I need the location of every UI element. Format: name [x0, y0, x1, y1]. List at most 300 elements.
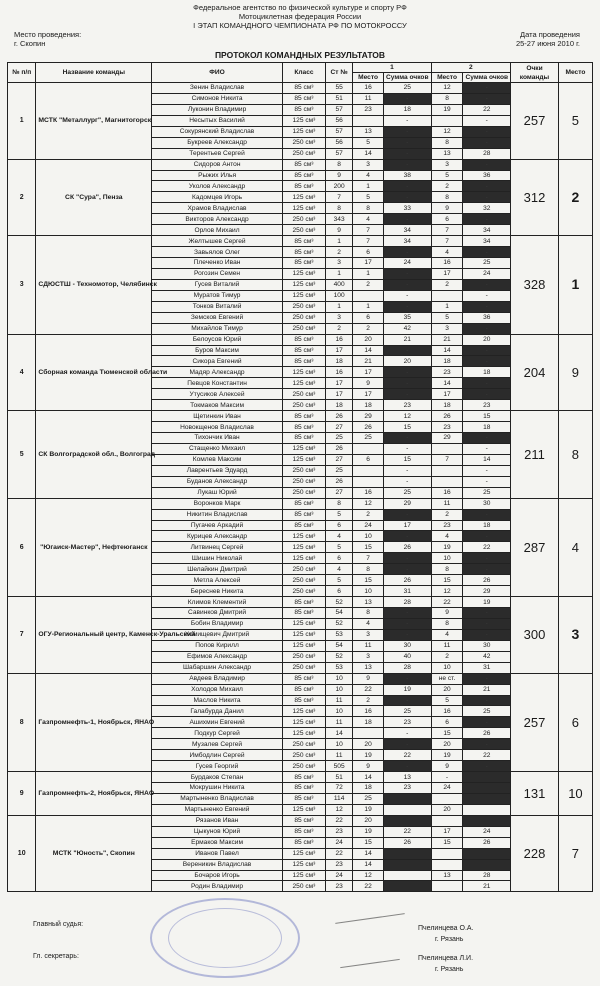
table-row: [8, 411, 593, 422]
race1-sum: 35: [383, 312, 431, 323]
rider-start-number: 25: [326, 433, 353, 444]
race2-sum: -: [463, 761, 511, 772]
rider-class: 85 см³: [282, 93, 325, 104]
rider-start-number: 23: [326, 826, 353, 837]
race1-sum: 24: [383, 258, 431, 269]
col-num: № п/п: [8, 63, 36, 83]
race1-place: 14: [353, 859, 384, 870]
race2-place: 8: [431, 564, 463, 575]
header-event: I ЭТАП КОМАНДНОГО ЧЕМПИОНАТА РФ ПО МОТОКРОССУ: [193, 21, 407, 30]
race1-place: 9: [353, 378, 384, 389]
race2-place: [431, 881, 463, 892]
table-body: [8, 83, 593, 892]
race1-sum: 23: [383, 400, 431, 411]
race2-place: 19: [431, 104, 463, 115]
team-number: 9: [8, 772, 36, 816]
race1-place: 12: [353, 870, 384, 881]
race1-sum: 23: [383, 717, 431, 728]
judge-city: г. Рязань: [435, 936, 464, 943]
table-row: [8, 83, 593, 94]
rider-name: Тихончик Иван: [152, 433, 283, 444]
rider-class: 85 см³: [282, 608, 325, 619]
rider-name: Буданов Александр: [152, 476, 283, 487]
race1-sum: -: [383, 728, 431, 739]
rider-name: Муратов Тимур: [152, 290, 283, 301]
rider-start-number: 1: [326, 236, 353, 247]
race2-sum: -: [463, 389, 511, 400]
team-name: МСТК "Юность", Скопин: [36, 815, 152, 892]
race1-place: 9: [353, 673, 384, 684]
rider-name: Токмаков Максим: [152, 400, 283, 411]
race2-sum: 42: [463, 651, 511, 662]
rider-name: Букреев Александр: [152, 137, 283, 148]
race1-sum: 28: [383, 597, 431, 608]
rider-start-number: 2: [326, 247, 353, 258]
rider-class: 85 см³: [282, 104, 325, 115]
date-value: 25-27 июня 2010 г.: [515, 39, 580, 48]
judge-signature: [335, 913, 404, 924]
rider-class: 250 см³: [282, 761, 325, 772]
rider-start-number: 11: [326, 750, 353, 761]
rider-name: Подкур Сергей: [152, 728, 283, 739]
rider-name: Тонков Виталий: [152, 301, 283, 312]
race1-sum: 12: [383, 411, 431, 422]
race2-sum: -: [463, 247, 511, 258]
rider-start-number: 23: [326, 859, 353, 870]
rider-name: Зенин Владислав: [152, 83, 283, 94]
race1-place: 9: [353, 761, 384, 772]
official-stamp-inner: [168, 908, 282, 968]
rider-name: Лукаш Юрий: [152, 487, 283, 498]
rider-start-number: 26: [326, 476, 353, 487]
race1-place: 19: [353, 826, 384, 837]
race2-sum: 19: [463, 597, 511, 608]
race1-place: 20: [353, 815, 384, 826]
rider-start-number: 3: [326, 312, 353, 323]
race1-sum: -: [383, 509, 431, 520]
race1-sum: -: [383, 761, 431, 772]
rider-class: 85 см³: [282, 826, 325, 837]
rider-class: 250 см³: [282, 137, 325, 148]
race2-sum: -: [463, 214, 511, 225]
rider-name: Имбодлин Сергей: [152, 750, 283, 761]
race1-place: 18: [353, 783, 384, 794]
race1-sum: 31: [383, 586, 431, 597]
race1-place: 8: [353, 203, 384, 214]
rider-name: Симонов Никита: [152, 93, 283, 104]
rider-start-number: 17: [326, 378, 353, 389]
race1-place: 26: [353, 422, 384, 433]
rider-start-number: 17: [326, 345, 353, 356]
rider-name: Плеченко Иван: [152, 258, 283, 269]
race2-place: [431, 848, 463, 859]
race1-sum: -: [383, 476, 431, 487]
race1-place: 10: [353, 531, 384, 542]
race2-place: 5: [431, 312, 463, 323]
race2-sum: -: [463, 137, 511, 148]
rider-start-number: 9: [326, 170, 353, 181]
race1-sum: 34: [383, 225, 431, 236]
race1-place: 3: [353, 629, 384, 640]
rider-class: 250 см³: [282, 214, 325, 225]
race2-sum: 15: [463, 411, 511, 422]
team-number: 7: [8, 597, 36, 674]
team-place: 8: [558, 411, 592, 499]
rider-start-number: 10: [326, 673, 353, 684]
rider-start-number: 1: [326, 301, 353, 312]
race2-place: [431, 815, 463, 826]
col-fio: ФИО: [152, 63, 283, 83]
race1-place: 8: [353, 608, 384, 619]
rider-class: 85 см³: [282, 236, 325, 247]
race2-sum: 30: [463, 498, 511, 509]
table-row: [8, 815, 593, 826]
rider-class: 85 см³: [282, 422, 325, 433]
rider-class: 250 см³: [282, 575, 325, 586]
race1-place: 21: [353, 356, 384, 367]
rider-start-number: 505: [326, 761, 353, 772]
race1-sum: 17: [383, 520, 431, 531]
rider-start-number: 25: [326, 465, 353, 476]
race2-place: 18: [431, 356, 463, 367]
race1-sum: 13: [383, 772, 431, 783]
race2-place: 13: [431, 870, 463, 881]
team-number: 1: [8, 83, 36, 160]
rider-start-number: 10: [326, 706, 353, 717]
rider-class: 250 см³: [282, 312, 325, 323]
race2-place: 9: [431, 203, 463, 214]
rider-class: 250 см³: [282, 651, 325, 662]
rider-class: 85 см³: [282, 695, 325, 706]
race1-sum: -: [383, 345, 431, 356]
venue-label: Место проведения:: [14, 30, 82, 39]
rider-class: 85 см³: [282, 159, 325, 170]
rider-class: 125 см³: [282, 203, 325, 214]
table-row: [8, 334, 593, 345]
rider-name: Шишин Николай: [152, 553, 283, 564]
race2-place: [431, 290, 463, 301]
rider-start-number: 26: [326, 411, 353, 422]
team-name: ОГУ-Региональный центр, Каменск-Уральский: [36, 597, 152, 674]
race2-place: 20: [431, 804, 463, 815]
rider-name: Береснев Никита: [152, 586, 283, 597]
race1-sum: 15: [383, 422, 431, 433]
race1-place: 1: [353, 301, 384, 312]
race1-place: 5: [353, 137, 384, 148]
race2-sum: 24: [463, 826, 511, 837]
race2-sum: 14: [463, 454, 511, 465]
race1-place: 24: [353, 520, 384, 531]
race2-place: 17: [431, 826, 463, 837]
race1-sum: 28: [383, 662, 431, 673]
race2-place: 7: [431, 454, 463, 465]
rider-class: 125 см³: [282, 553, 325, 564]
race2-sum: -: [463, 301, 511, 312]
race2-sum: 24: [463, 268, 511, 279]
race1-sum: [383, 815, 431, 826]
race2-place: 23: [431, 422, 463, 433]
race1-place: 12: [353, 498, 384, 509]
venue-block: [14, 30, 81, 48]
race2-place: 8: [431, 618, 463, 629]
secretary-name: Пчелинцева Л.И.: [418, 955, 474, 962]
rider-class: 85 см³: [282, 815, 325, 826]
rider-name: Иванов Павел: [152, 848, 283, 859]
rider-start-number: 8: [326, 159, 353, 170]
race1-sum: -: [383, 93, 431, 104]
team-points: 312: [511, 159, 559, 236]
race1-place: 1: [353, 268, 384, 279]
race2-sum: -: [463, 83, 511, 94]
rider-start-number: 7: [326, 192, 353, 203]
race1-sum: -: [383, 192, 431, 203]
race2-sum: -: [463, 717, 511, 728]
race1-sum: -: [383, 443, 431, 454]
race2-sum: 29: [463, 586, 511, 597]
race1-sum: 22: [383, 826, 431, 837]
rider-name: Бочаров Игорь: [152, 870, 283, 881]
race1-sum: 25: [383, 83, 431, 94]
race1-sum: -: [383, 564, 431, 575]
race2-sum: -: [463, 695, 511, 706]
team-place: 6: [558, 673, 592, 771]
race2-sum: -: [463, 739, 511, 750]
race1-place: 18: [353, 717, 384, 728]
race1-place: 2: [353, 509, 384, 520]
rider-start-number: 1: [326, 268, 353, 279]
col-race1-place: Место: [353, 73, 384, 83]
race2-sum: -: [463, 531, 511, 542]
race2-sum: 36: [463, 312, 511, 323]
race1-sum: 29: [383, 498, 431, 509]
race1-sum: 33: [383, 203, 431, 214]
race1-place: 20: [353, 334, 384, 345]
rider-class: 85 см³: [282, 356, 325, 367]
race2-sum: 36: [463, 170, 511, 181]
race2-sum: -: [463, 433, 511, 444]
race1-sum: 19: [383, 684, 431, 695]
race1-sum: 25: [383, 706, 431, 717]
race2-place: 4: [431, 531, 463, 542]
rider-class: 250 см³: [282, 750, 325, 761]
rider-class: 250 см³: [282, 662, 325, 673]
table-row: [8, 673, 593, 684]
race2-sum: -: [463, 126, 511, 137]
race1-place: 2: [353, 695, 384, 706]
race2-sum: [463, 804, 511, 815]
race1-sum: -: [383, 214, 431, 225]
rider-name: Земсков Евгений: [152, 312, 283, 323]
race1-place: 25: [353, 793, 384, 804]
rider-name: Буров Максим: [152, 345, 283, 356]
rider-class: 85 см³: [282, 170, 325, 181]
race2-sum: -: [463, 159, 511, 170]
team-name: СК Волгоградской обл., Волгоград: [36, 411, 152, 499]
rider-name: Маслов Никита: [152, 695, 283, 706]
rider-name: Сикора Евгений: [152, 356, 283, 367]
team-number: 10: [8, 815, 36, 892]
race1-place: 19: [353, 804, 384, 815]
rider-start-number: 8: [326, 203, 353, 214]
judge-label: Главный судья:: [33, 921, 84, 928]
race1-place: 18: [353, 400, 384, 411]
race2-place: 10: [431, 553, 463, 564]
race2-place: 7: [431, 225, 463, 236]
table-row: [8, 772, 593, 783]
race1-place: 4: [353, 618, 384, 629]
race2-sum: -: [463, 629, 511, 640]
rider-name: Завьялов Олег: [152, 247, 283, 258]
rider-start-number: 51: [326, 93, 353, 104]
team-points: 257: [511, 673, 559, 771]
header-agency: Федеральное агентство по физической культуре и спорту РФ: [193, 3, 407, 12]
race2-sum: -: [463, 115, 511, 126]
race2-sum: -: [463, 93, 511, 104]
rider-name: Храмов Владислав: [152, 203, 283, 214]
col-team: Название команды: [36, 63, 152, 83]
race2-place: 18: [431, 400, 463, 411]
race1-place: 15: [353, 575, 384, 586]
team-points: 131: [511, 772, 559, 816]
rider-start-number: 5: [326, 575, 353, 586]
race2-sum: -: [463, 443, 511, 454]
race1-sum: 15: [383, 454, 431, 465]
race1-place: [353, 443, 384, 454]
rider-start-number: 51: [326, 772, 353, 783]
race1-place: 19: [353, 750, 384, 761]
rider-start-number: 2: [326, 323, 353, 334]
rider-class: 125 см³: [282, 192, 325, 203]
race1-place: 5: [353, 192, 384, 203]
rider-class: 125 см³: [282, 443, 325, 454]
race2-place: 2: [431, 651, 463, 662]
rider-name: Кадомцев Игорь: [152, 192, 283, 203]
race1-place: 11: [353, 640, 384, 651]
rider-start-number: 10: [326, 739, 353, 750]
race2-place: 8: [431, 192, 463, 203]
team-name: СДЮСТШ - Техномотор, Челябинск: [36, 236, 152, 334]
rider-name: Вереникин Владислав: [152, 859, 283, 870]
race2-place: 8: [431, 93, 463, 104]
date-block: [516, 30, 580, 48]
race1-sum: -: [383, 367, 431, 378]
venue-value: г. Скопин: [14, 39, 46, 48]
race2-place: 19: [431, 750, 463, 761]
rider-class: 250 см³: [282, 301, 325, 312]
table-row: [8, 159, 593, 170]
race1-place: 2: [353, 279, 384, 290]
rider-name: Утусиков Алексей: [152, 389, 283, 400]
team-place: 3: [558, 597, 592, 674]
race2-sum: -: [463, 378, 511, 389]
race1-place: 3: [353, 651, 384, 662]
rider-class: 125 см³: [282, 531, 325, 542]
rider-start-number: 6: [326, 586, 353, 597]
race1-sum: -: [383, 695, 431, 706]
race1-sum: -: [383, 531, 431, 542]
team-number: 5: [8, 411, 36, 499]
team-points: 204: [511, 334, 559, 411]
race1-place: 7: [353, 553, 384, 564]
race2-sum: 20: [463, 334, 511, 345]
rider-start-number: 5: [326, 509, 353, 520]
race1-sum: -: [383, 115, 431, 126]
rider-name: Шелайкин Дмитрий: [152, 564, 283, 575]
race2-sum: 31: [463, 662, 511, 673]
rider-name: Бурдаков Степан: [152, 772, 283, 783]
rider-name: Ермаков Максим: [152, 837, 283, 848]
race1-place: 7: [353, 236, 384, 247]
rider-name: Мокрушин Никита: [152, 783, 283, 794]
rider-name: Мадяр Александр: [152, 367, 283, 378]
rider-start-number: 54: [326, 640, 353, 651]
race1-sum: 42: [383, 323, 431, 334]
race2-sum: 25: [463, 706, 511, 717]
race2-sum: -: [463, 290, 511, 301]
rider-class: 125 см³: [282, 717, 325, 728]
race2-sum: 18: [463, 367, 511, 378]
rider-start-number: 10: [326, 684, 353, 695]
race2-place: 22: [431, 597, 463, 608]
rider-class: 85 см³: [282, 597, 325, 608]
race2-sum: [463, 859, 511, 870]
race2-place: 6: [431, 214, 463, 225]
rider-class: 85 см³: [282, 345, 325, 356]
rider-name: Уколов Александр: [152, 181, 283, 192]
race2-sum: -: [463, 345, 511, 356]
rider-name: Сидоров Антон: [152, 159, 283, 170]
rider-start-number: 11: [326, 717, 353, 728]
rider-name: Гусев Виталий: [152, 279, 283, 290]
race2-place: 12: [431, 83, 463, 94]
race1-sum: 21: [383, 334, 431, 345]
race2-place: 6: [431, 717, 463, 728]
rider-start-number: 26: [326, 443, 353, 454]
race2-sum: 26: [463, 575, 511, 586]
team-name: Сборная команда Тюменской области: [36, 334, 152, 411]
rider-class: 250 см³: [282, 465, 325, 476]
team-place: 1: [558, 236, 592, 334]
race1-sum: -: [383, 279, 431, 290]
rider-start-number: 6: [326, 553, 353, 564]
team-points: 228: [511, 815, 559, 892]
race2-place: 16: [431, 706, 463, 717]
rider-class: 250 см³: [282, 487, 325, 498]
rider-start-number: 11: [326, 695, 353, 706]
rider-start-number: 9: [326, 225, 353, 236]
rider-start-number: 3: [326, 258, 353, 269]
race1-sum: -: [383, 433, 431, 444]
race1-sum: -: [383, 137, 431, 148]
race2-sum: -: [463, 323, 511, 334]
rider-class: 85 см³: [282, 247, 325, 258]
race1-place: 17: [353, 258, 384, 269]
race2-sum: 18: [463, 520, 511, 531]
rider-class: 125 см³: [282, 378, 325, 389]
race1-sum: -: [383, 181, 431, 192]
rider-class: 250 см³: [282, 739, 325, 750]
rider-start-number: 53: [326, 629, 353, 640]
rider-start-number: 6: [326, 520, 353, 531]
rider-start-number: 100: [326, 290, 353, 301]
race1-sum: -: [383, 465, 431, 476]
col-race-2: 2: [431, 63, 511, 73]
race1-place: 14: [353, 848, 384, 859]
race1-place: 3: [353, 159, 384, 170]
rider-class: 125 см³: [282, 706, 325, 717]
race1-place: 1: [353, 181, 384, 192]
rider-class: 125 см³: [282, 542, 325, 553]
